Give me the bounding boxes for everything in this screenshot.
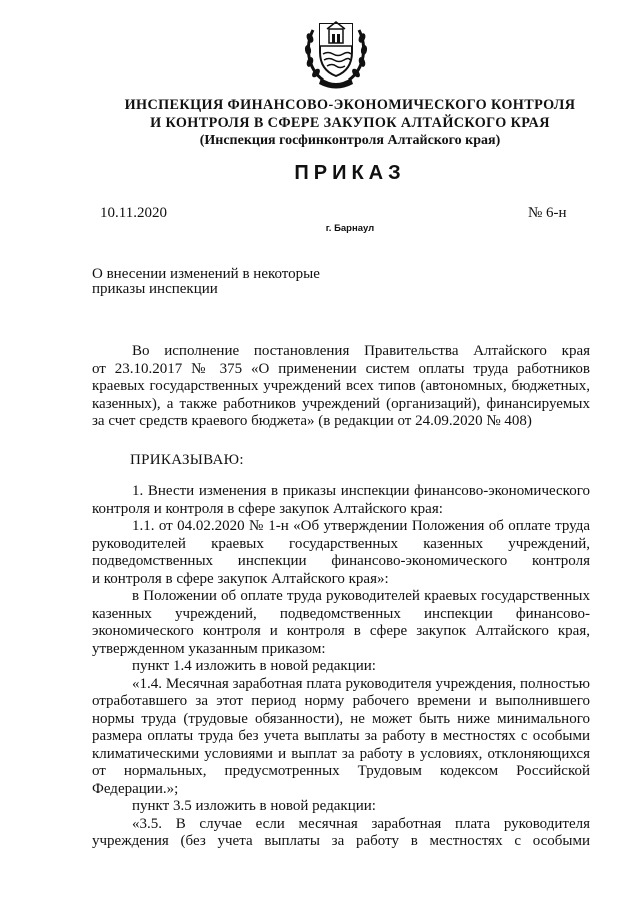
body-line: казенных учреждений, подведомственных инспекции финансово-	[92, 605, 590, 622]
org-name-line-1: ИНСПЕКЦИЯ ФИНАНСОВО-ЭКОНОМИЧЕСКОГО КОНТРОЛЯ	[124, 97, 576, 113]
city: г. Барнаул	[325, 223, 375, 234]
body-line: в Положении об оплате труда руководителей краевых государственных	[132, 588, 590, 604]
document-title: ПРИКАЗ	[294, 162, 406, 184]
body-line: нормы труда (трудовые обязанности), не может быть ниже минимального	[92, 710, 590, 727]
order-subject	[92, 267, 320, 297]
preamble-line: от 23.10.2017 № 375 «О применении систем оплаты труда работников	[92, 360, 590, 377]
preamble	[92, 343, 590, 431]
body-line: и контроля в сфере закупок Алтайского края»:	[92, 570, 389, 587]
order-body	[92, 483, 590, 851]
preamble-line: казенных), а также работников учреждений (организаций), финансируемых	[92, 395, 590, 412]
preamble-line: краевых государственных учреждений всех типов (автономных, бюджетных,	[92, 378, 590, 394]
order-date: 10.11.2020	[100, 205, 167, 221]
org-name-line-2: И КОНТРОЛЯ В СФЕРЕ ЗАКУПОК АЛТАЙСКОГО КРАЯ	[150, 115, 550, 131]
body-line: контроля и контроля в сфере закупок Алтайского края:	[92, 500, 443, 517]
body-line: «3.5. В случае если месячная заработная плата руководителя	[132, 815, 590, 832]
body-line: отработавшего за этот период норму рабочего времени и выполнившего	[92, 693, 590, 709]
subject-line: приказы инспекции	[92, 281, 218, 297]
preamble-line: за счет средств краевого бюджета» (в редакции от 24.09.2020 № 408)	[92, 413, 532, 429]
body-line: климатическими условиями и выплат за работу в условиях, отклоняющихся	[92, 745, 590, 762]
org-short-name: (Инспекция госфинконтроля Алтайского края)	[199, 133, 501, 148]
body-line: учреждения (без учета выплаты за работу в местностях с особыми	[92, 833, 590, 849]
body-line: 1. Внести изменения в приказы инспекции финансово-экономического	[132, 483, 590, 499]
coat-of-arms-icon	[303, 16, 369, 90]
order-word: ПРИКАЗЫВАЮ:	[130, 452, 244, 468]
body-line: руководителей краевых государственных казенных учреждений,	[92, 535, 590, 552]
body-line: утвержденном указанным приказом:	[92, 640, 326, 657]
body-line: подведомственных инспекции финансово-экономического контроля	[92, 553, 590, 569]
body-line: пункт 1.4 изложить в новой редакции:	[132, 658, 376, 674]
body-line: пункт 3.5 изложить в новой редакции:	[132, 798, 376, 814]
body-line: Федерации.»;	[92, 780, 179, 797]
body-line: от нормальных, предусмотренных Трудовым кодексом Российской	[92, 763, 590, 779]
body-line: экономического контроля и контроля в сфере закупок Алтайского края,	[92, 623, 590, 639]
order-number: № 6-н	[528, 205, 567, 221]
body-line: «1.4. Месячная заработная плата руководителя учреждения, полностью	[132, 675, 590, 692]
preamble-line: Во исполнение постановления Правительства Алтайского края	[132, 343, 590, 359]
subject-line: О внесении изменений в некоторые	[92, 266, 320, 282]
body-line: 1.1. от 04.02.2020 № 1-н «Об утверждении Положения об оплате труда	[132, 518, 590, 534]
body-line: размера оплаты труда без учета выплаты за работу в местностях с особыми	[92, 728, 590, 744]
